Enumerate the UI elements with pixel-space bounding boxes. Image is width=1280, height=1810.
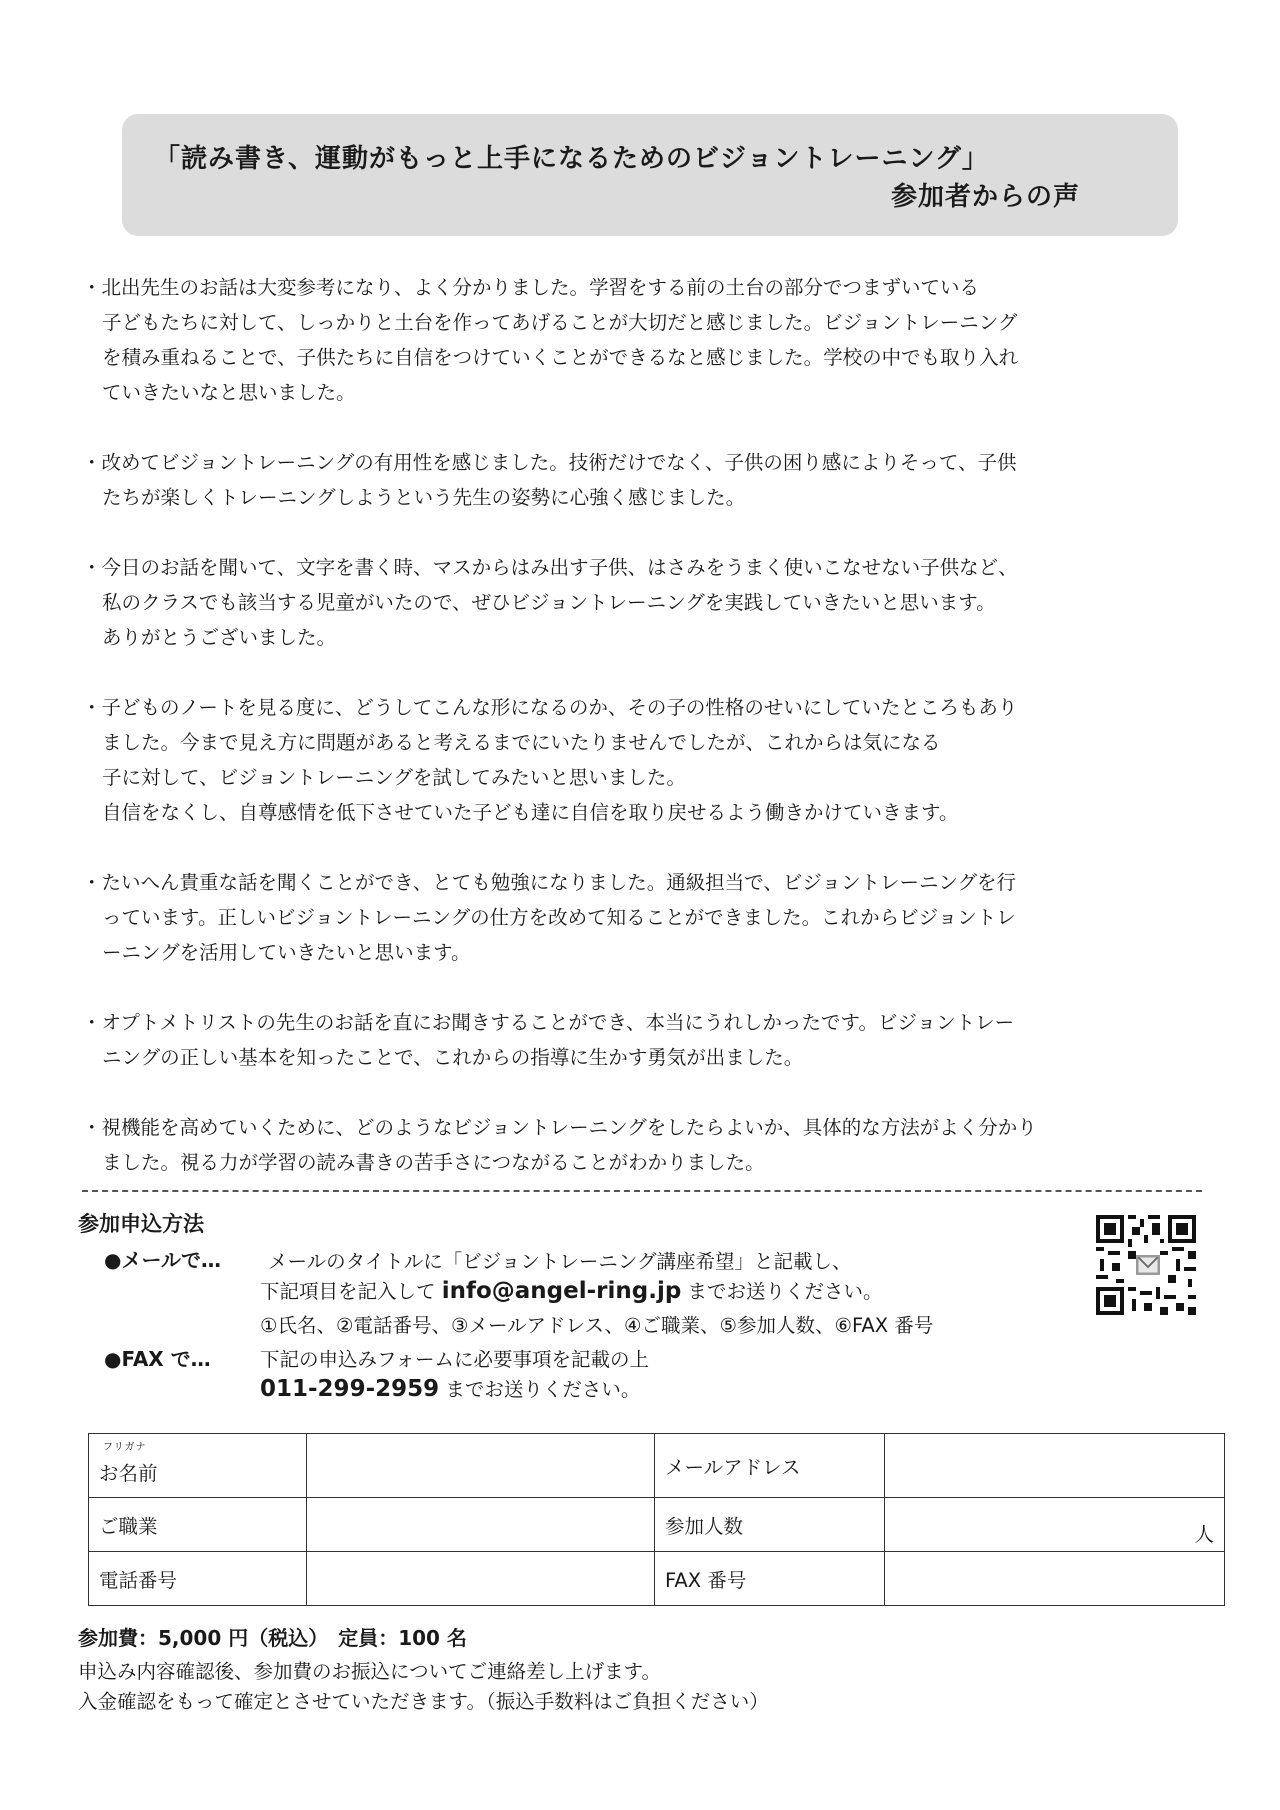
comment-item: [82, 1110, 1202, 1180]
comment-line: ました。視る力が学習の読み書きの苦手さにつながることがわかりました。: [102, 1151, 765, 1174]
comment-line: ・今日のお話を聞いて、文字を書く時、マスからはみ出す子供、はさみをうまく使いこなせない子供など、: [82, 556, 1018, 579]
form-row-name: [89, 1434, 1225, 1498]
count-unit: 人: [1194, 1523, 1214, 1546]
fax-instruction-line2: [260, 1374, 640, 1402]
application-heading: 参加申込方法: [78, 1212, 204, 1236]
comment-line: ニングの正しい基本を知ったことで、これからの指導に生かす勇気が出ました。: [102, 1046, 804, 1069]
mail-instruction-line2: [260, 1276, 883, 1304]
comment-line: ・視機能を高めていくために、どのようなビジョントレーニングをしたらよいか、具体的な方法がよく分かり: [82, 1116, 1037, 1139]
comment-line: ・オプトメトリストの先生のお話を直にお聞きすることができ、本当にうれしかったです。ビジョントレー: [82, 1011, 1015, 1034]
mail-post-text: までお送りください。: [687, 1280, 883, 1303]
name-field[interactable]: [307, 1434, 655, 1498]
mail-instruction-line1: メールのタイトルに「ビジョントレーニング講座希望」と記載し、: [268, 1250, 852, 1273]
name-label-cell: [89, 1434, 307, 1498]
comment-line: ていきたいなと思いました。: [102, 381, 356, 404]
comment-item: [82, 270, 1202, 410]
dashed-divider: [82, 1190, 1202, 1192]
name-label: お名前: [99, 1461, 158, 1485]
comment-line: っています。正しいビジョントレーニングの仕方を改めて知ることができました。これからビジョントレ: [102, 906, 1016, 929]
page-subtitle: 参加者からの声: [890, 182, 1080, 212]
fax-field[interactable]: [885, 1552, 1225, 1606]
fax-instruction-line1: 下記の申込みフォームに必要事項を記載の上: [260, 1348, 650, 1371]
title-box: [122, 114, 1178, 236]
comment-item: [82, 865, 1202, 970]
comments-list: [82, 270, 1202, 1215]
comment-line: ありがとうございました。: [102, 626, 337, 649]
phone-label: 電話番号: [89, 1552, 307, 1606]
comment-item: [82, 690, 1202, 830]
comment-line: ・改めてビジョントレーニングの有用性を感じました。技術だけでなく、子供の困り感によりそって、子供: [82, 451, 1017, 474]
fee-capacity: 参加費：5,000 円（税込） 定員：100 名: [78, 1626, 467, 1650]
job-label: ご職業: [89, 1498, 307, 1552]
mail-items-list: ①氏名、②電話番号、③メールアドレス、④ご職業、⑤参加人数、⑥FAX 番号: [260, 1314, 934, 1337]
form-row-phone: [89, 1552, 1225, 1606]
comment-line: ・たいへん貴重な話を聞くことができ、とても勉強になりました。通級担当で、ビジョントレーニングを行: [82, 871, 1017, 894]
comment-line: を積み重ねることで、子供たちに自信をつけていくことができるなと感じました。学校の中でも取り入れ: [102, 346, 1019, 369]
comment-item: [82, 550, 1202, 655]
comment-line: 子に対して、ビジョントレーニングを試してみたいと思いました。: [102, 766, 686, 789]
form-row-job: [89, 1498, 1225, 1552]
email-label: メールアドレス: [655, 1434, 885, 1498]
comment-line: ーニングを活用していきたいと思います。: [102, 941, 471, 964]
job-field[interactable]: [307, 1498, 655, 1552]
qr-code-icon: [1096, 1215, 1196, 1315]
fax-number: 011-299-2959: [260, 1376, 440, 1402]
fee-note-1: 申込み内容確認後、参加費のお振込についてご連絡差し上げます。: [78, 1660, 662, 1683]
fee-note-2: 入金確認をもって確定とさせていただきます。（振込手数料はご負担ください）: [78, 1690, 769, 1713]
comment-line: たちが楽しくトレーニングしようという先生の姿勢に心強く感じました。: [102, 486, 746, 509]
application-form: [88, 1433, 1225, 1606]
comment-line: 自信をなくし、自尊感情を低下させていた子ども達に自信を取り戻せるよう働きかけていきます。: [102, 801, 959, 824]
fax-post-text: までお送りください。: [445, 1378, 641, 1401]
comment-line: ました。今まで見え方に問題があると考えるまでにいたりませんでしたが、これからは気になる: [102, 731, 941, 754]
comment-line: 私のクラスでも該当する児童がいたので、ぜひビジョントレーニングを実践していきたいと思います。: [102, 591, 996, 614]
count-label: 参加人数: [655, 1498, 885, 1552]
fax-label: FAX 番号: [655, 1552, 885, 1606]
furigana-label: フリガナ: [103, 1442, 147, 1453]
mail-address[interactable]: info@angel-ring.jp: [441, 1278, 682, 1304]
comment-line: ・北出先生のお話は大変参考になり、よく分かりました。学習をする前の土台の部分でつまずいている: [82, 276, 980, 299]
page-title: 「読み書き、運動がもっと上手になるためのビジョントレーニング」: [154, 144, 989, 174]
comment-line: ・子どものノートを見る度に、どうしてこんな形になるのか、その子の性格のせいにしていたところもあり: [82, 696, 1018, 719]
comment-item: [82, 1005, 1202, 1075]
comment-line: 子どもたちに対して、しっかりと土台を作ってあげることが大切だと感じました。ビジョントレーニング: [102, 311, 1018, 334]
count-field[interactable]: [885, 1498, 1225, 1552]
mail-method-label: ●メールで…: [104, 1248, 222, 1272]
comment-item: [82, 445, 1202, 515]
phone-field[interactable]: [307, 1552, 655, 1606]
mail-pre-text: 下記項目を記入して: [260, 1280, 436, 1303]
fax-method-label: ●FAX で…: [104, 1347, 211, 1371]
email-field[interactable]: [885, 1434, 1225, 1498]
